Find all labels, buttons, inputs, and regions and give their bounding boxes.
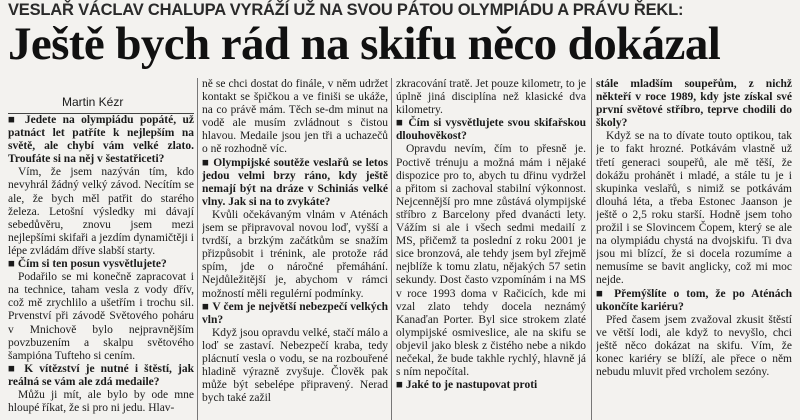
author-byline: Martin Kézr xyxy=(8,78,194,114)
interview-answer: zkracování tratě. Jet pouze kilometr, to je úplně jiná disciplína než klasické dva kilometry. xyxy=(396,78,586,117)
column-divider xyxy=(391,78,392,420)
interview-answer: Když jsou opravdu velké, stačí málo a loď se zastaví. Nebezpečí kraba, tedy plácnutí vesla o vodu, se na rozbouřené hladině výrazně zvyšuje. Člověk pak může být sebelépe připravený. Nerad bych také zažil xyxy=(202,326,388,405)
interview-answer: Podařilo se mi konečně zapracovat i na technice, taham vesla z vody dřív, což mě zrychlilo a ušetřím i trochu sil. Prvenství při závodě Světového poháru v Mnichově bylo nejpravnějším povzbuzením a skalpu světového šampióna Tufteho si cením. xyxy=(8,271,194,362)
interview-answer: Můžu ji mít, ale bylo by ode mne hloupé říkat, že si pro ni jedu. Hlav- xyxy=(8,388,194,415)
column-4-body xyxy=(596,78,792,379)
interview-answer: Vím, že jsem nazýván tím, kdo nevyhrál žádný velký závod. Necítím se ale, že bych měl patřit do starého železa. Letošní výsledky mi dávají sebedůvěru, znovu jsem mezi nejlepšími skifaři a jezdím dynamičtěji i lépe zvládám dříve slabší starty. xyxy=(8,166,194,257)
interview-question: ■ Olympijské soutěže veslařů se letos jedou velmi brzy ráno, kdy ještě nemají být na dráze v Schiniás velké vlny. Jak si na to zvykáte? xyxy=(202,157,388,209)
article-column-3 xyxy=(396,78,586,420)
column-divider xyxy=(591,78,592,420)
interview-answer: ně se chci dostat do finále, v něm udržet kontakt se špičkou a ve finiši se ukáže, na co právě mám. Těch se-dm minut na vodě ale musím zvládnout s čistou hlavou. Medaile jsou jen tři a uchazečů o ně rozhodně víc. xyxy=(202,78,388,156)
article-column-2 xyxy=(202,78,388,420)
column-2-body xyxy=(202,78,388,405)
article-column-1 xyxy=(8,78,194,420)
interview-question: ■ Čím si ten posun vysvětlujete? xyxy=(8,258,194,271)
interview-answer: Kvůli očekávaným vlnám v Aténách jsem se připravoval novou loď, vyšší a tvrdší, a brzkým začátkům se snažím přizpůsobit i trénink, ale protože rád spím, jde o náročné přemáhání. Nejdůležitější je, abychom v rámci možností měli regulérní podmínky. xyxy=(202,208,388,300)
interview-question: ■ V čem je největší nebezpečí velkých vln? xyxy=(202,301,388,327)
interview-question: ■ Jedete na olympiádu popáté, už patnáct let patříte k nejlepším na světě, ale chybí vám velké zlato. Troufáte si na něj v šestatřiceti? xyxy=(8,114,194,166)
interview-answer: stále mladším soupeřům, z nichž někteří v roce 1989, kdy jste získal své první světové stříbro, teprve chodili do školy? xyxy=(596,78,792,130)
article-headline: Ještě bych rád na skifu něco dokázal xyxy=(8,18,721,70)
interview-answer: Opravdu nevím, čím to přesně je. Poctivě trénuju a možná mám i nějaké dispozice pro to, abych tu dřinu vydržel a přitom si zachoval stabilní výkonnost. Nejcennější pro mne zůstává olympijské stříbro z Barcelony před dvanácti lety. Vážím si ale i všech sedmi medailí z MS, přičemž ta poslední z roku 2001 je sice bronzová, ale tehdy jsem byl zřejmě nejblíže k tomu zlatu, nějakých 57 setin sekundy. Dost často vzpomínám i na MS v roce 1993 doma v Račicích, kde mi vzal zlato tehdy docela neznámý Kanaďan Porter. Byl sice strokem zlaté olympijské osmiveslice, ale na skifu se objevil jako blesk z čistého nebe a nikdo nečekal, že bude takhle rychlý, hlavně já s ním nepočítal. xyxy=(396,143,586,379)
interview-question: ■ Čím si vysvětlujete svou skifařskou dlouhověkost? xyxy=(396,117,586,143)
article-column-4 xyxy=(596,78,792,420)
column-1-body xyxy=(8,114,194,415)
interview-answer: Když se na to dívate touto optikou, tak je to fakt hrozné. Potkávám vlastně už třetí generaci soupeřů, ale mě těší, že dokážu prohánět i mladé, a stále tu je i skupinka veslařů, s nimiž se potkávám dlouhá léta, a třeba Estonec Jaanson je ještě o 2,5 roku starší. Hodně jsem toho prožil i se Slovincem Čopem, který se ale na olympiádu chystá na dvojskifu. Ti dva jsou mi blízcí, že si docela rozumíme a nemusíme se bavit anglicky, což mi moc nejde. xyxy=(596,130,792,287)
interview-question: ■ K vítězství je nutné i štěstí, jak reálná se vám ale zdá medaile? xyxy=(8,363,194,389)
interview-answer: Před časem jsem zvažoval zkusit štěstí ve větší lodi, ale když to nevyšlo, chci ještě něco dokázat na skifu. Vím, že konec kariéry se blíží, ale přece o něm nebudu mluvit před vrcholem sezóny. xyxy=(596,313,792,379)
column-divider xyxy=(197,78,198,420)
article-kicker: VESLAŘ VÁCLAV CHALUPA VYRÁŽÍ UŽ NA SVOU PÁTOU OLYMPIÁDU A PRÁVU ŘEKL: xyxy=(8,1,684,19)
interview-question: ■ Přemýšlíte o tom, že po Aténách ukončíte kariéru? xyxy=(596,288,792,314)
interview-question: ■ Jaké to je nastupovat proti xyxy=(396,379,586,392)
column-3-body xyxy=(396,78,586,392)
